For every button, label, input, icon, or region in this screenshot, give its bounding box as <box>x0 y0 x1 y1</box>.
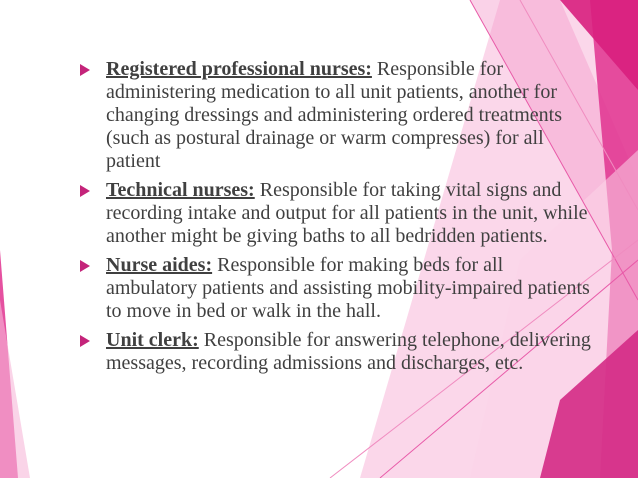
left-light-pink-shape <box>0 300 30 478</box>
bullet-term: Technical nurses: <box>106 179 255 201</box>
bullet-text: Responsible for answering telephone, delivering messages, recording admissions and discharges, etc. <box>106 329 591 374</box>
triangle-right-icon <box>80 260 90 272</box>
bullet-item-registered-nurses <box>74 58 594 173</box>
triangle-right-icon <box>80 335 90 347</box>
bullet-item-technical-nurses <box>74 179 594 248</box>
bullet-term: Registered professional nurses: <box>106 58 372 80</box>
bullet-text: Responsible for administering medication to all unit patients, another for changing dressings and administering ordered treatments (such as postural drainage or warm compresses) for all patient <box>106 58 562 172</box>
bullet-term: Unit clerk: <box>106 329 199 351</box>
triangle-right-icon <box>80 64 90 76</box>
bullet-item-unit-clerk <box>74 329 594 375</box>
bullet-term: Nurse aides: <box>106 254 213 276</box>
bullet-text: Responsible for making beds for all ambulatory patients and assisting mobility-impaired patients to move in bed or walk in the hall. <box>106 254 590 322</box>
triangle-right-icon <box>80 185 90 197</box>
bullet-list <box>74 58 594 381</box>
bullet-text: Responsible for taking vital signs and recording intake and output for all patients in the unit, while another might be giving baths to all bedridden patients. <box>106 179 588 247</box>
bullet-item-nurse-aides <box>74 254 594 323</box>
